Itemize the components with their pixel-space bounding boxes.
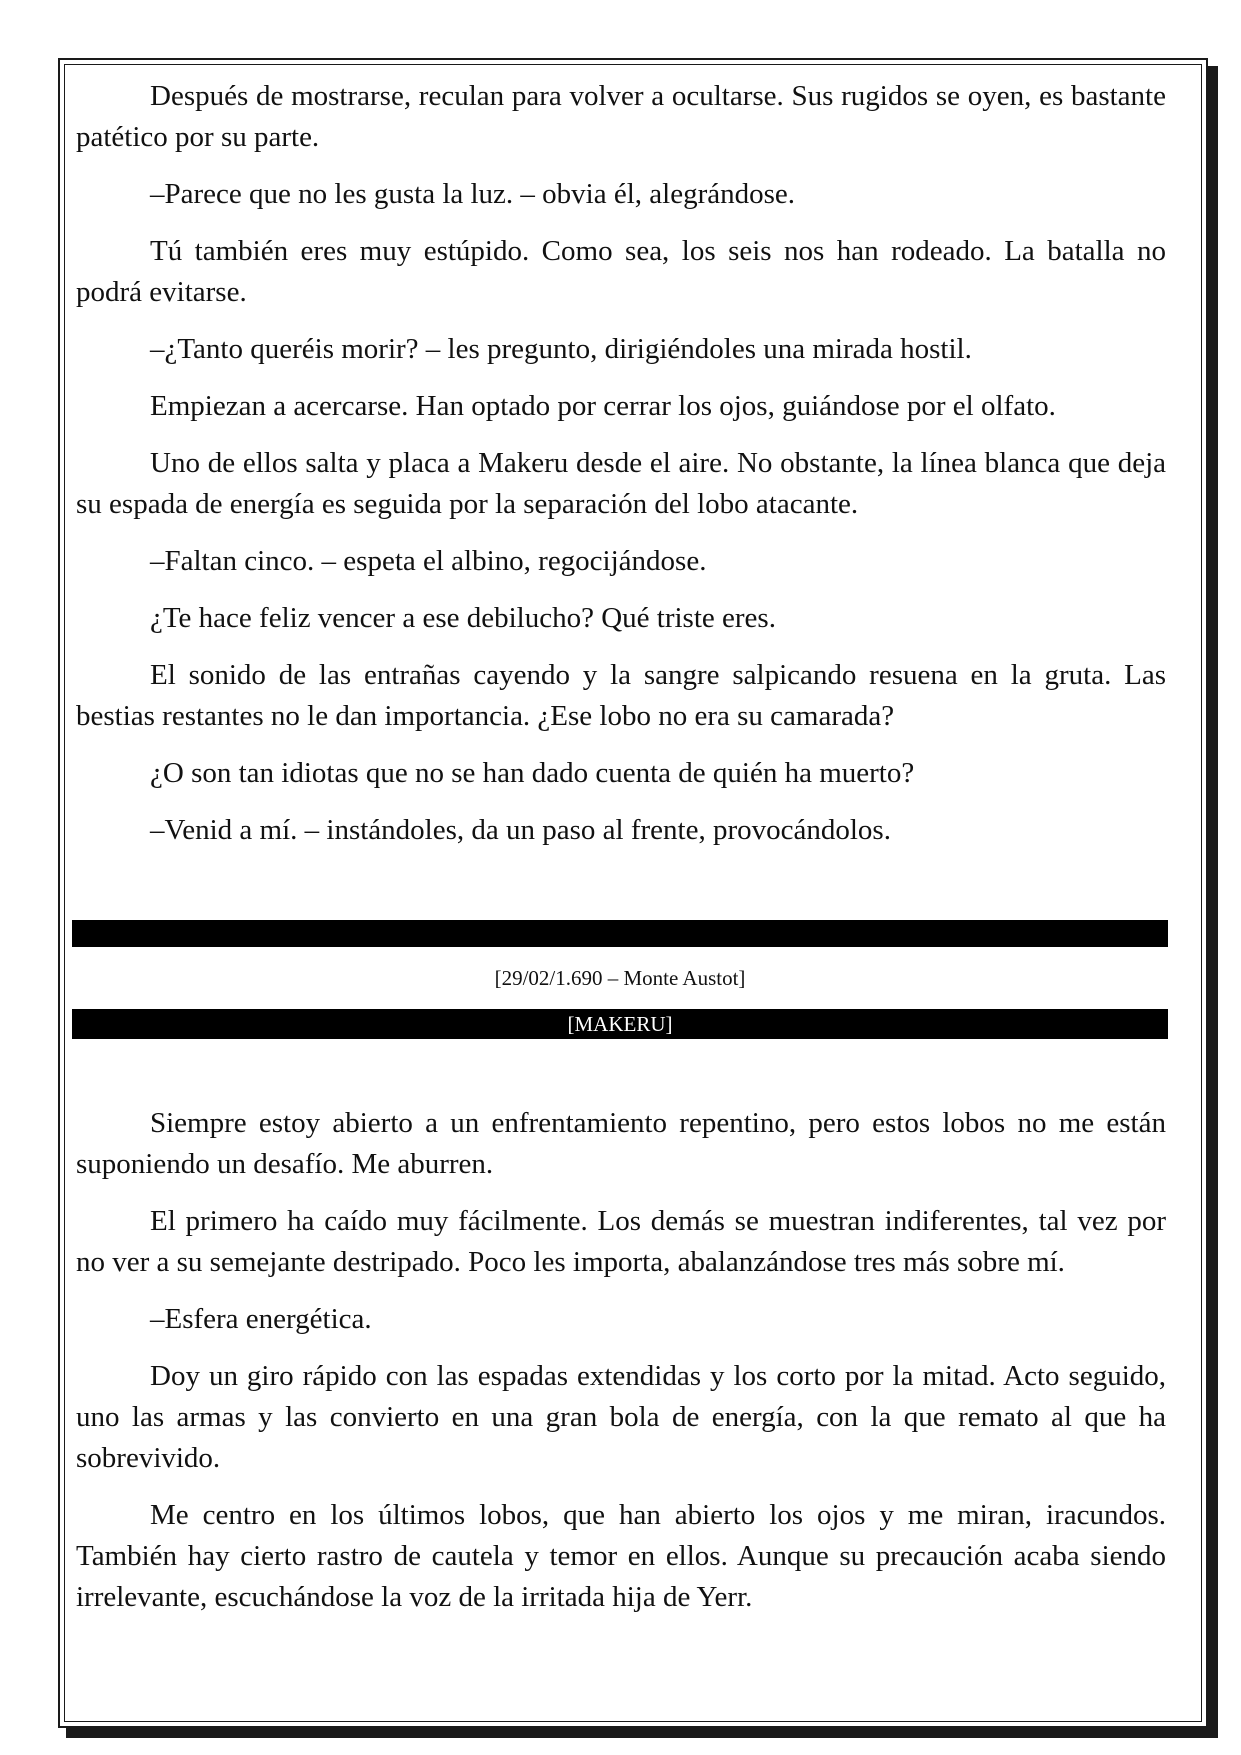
paragraph: El sonido de las entrañas cayendo y la sangre salpicando resuena en la gruta. Las bestias restantes no le dan importancia. ¿Ese lobo no era su camarada? — [76, 659, 1166, 732]
paragraph: Después de mostrarse, reculan para volver a ocultarse. Sus rugidos se oyen, es bastante patético por su parte. — [76, 80, 1166, 153]
pov-label: [MAKERU] — [567, 1012, 673, 1036]
paragraph: Uno de ellos salta y placa a Makeru desde el aire. No obstante, la línea blanca que deja su espada de energía es seguida por la separación del lobo atacante. — [76, 447, 1166, 520]
text-section-bottom — [76, 1103, 1166, 1634]
paragraph: El primero ha caído muy fácilmente. Los demás se muestran indiferentes, tal vez por no ver a su semejante destripado. Poco les importa, abalanzándose tres más sobre mí. — [76, 1205, 1166, 1278]
pov-label-bar — [72, 1009, 1168, 1039]
paragraph: ¿Te hace feliz vencer a ese debilucho? Qué triste eres. — [150, 602, 776, 634]
paragraph: Me centro en los últimos lobos, que han abierto los ojos y me miran, iracundos. También hay cierto rastro de cautela y temor en ellos. Aunque su precaución acaba siendo irrelevante, escuchándose la voz de la irritada hija de Yerr. — [76, 1499, 1166, 1613]
paragraph: –Faltan cinco. – espeta el albino, regocijándose. — [150, 545, 707, 577]
paragraph: –Parece que no les gusta la luz. – obvia él, alegrándose. — [150, 178, 796, 210]
paragraph: –¿Tanto queréis morir? – les pregunto, dirigiéndoles una mirada hostil. — [150, 333, 972, 365]
scene-header: [29/02/1.690 – Monte Austot] — [494, 966, 746, 990]
paragraph: Siempre estoy abierto a un enfrentamiento repentino, pero estos lobos no me están suponiendo un desafío. Me aburren. — [76, 1107, 1166, 1180]
paragraph: Empiezan a acercarse. Han optado por cerrar los ojos, guiándose por el olfato. — [150, 390, 1056, 422]
section-divider-bar — [72, 920, 1168, 947]
paragraph: –Esfera energética. — [150, 1303, 372, 1335]
paragraph: ¿O son tan idiotas que no se han dado cuenta de quién ha muerto? — [150, 757, 915, 789]
paragraph: Doy un giro rápido con las espadas extendidas y los corto por la mitad. Acto seguido, uno las armas y las convierto en una gran bola de energía, con la que remato al que ha sobrevivido. — [76, 1360, 1166, 1474]
paragraph: Tú también eres muy estúpido. Como sea, los seis nos han rodeado. La batalla no podrá evitarse. — [76, 235, 1166, 308]
paragraph: –Venid a mí. – instándoles, da un paso al frente, provocándolos. — [150, 814, 891, 846]
text-section-top — [76, 76, 1166, 867]
